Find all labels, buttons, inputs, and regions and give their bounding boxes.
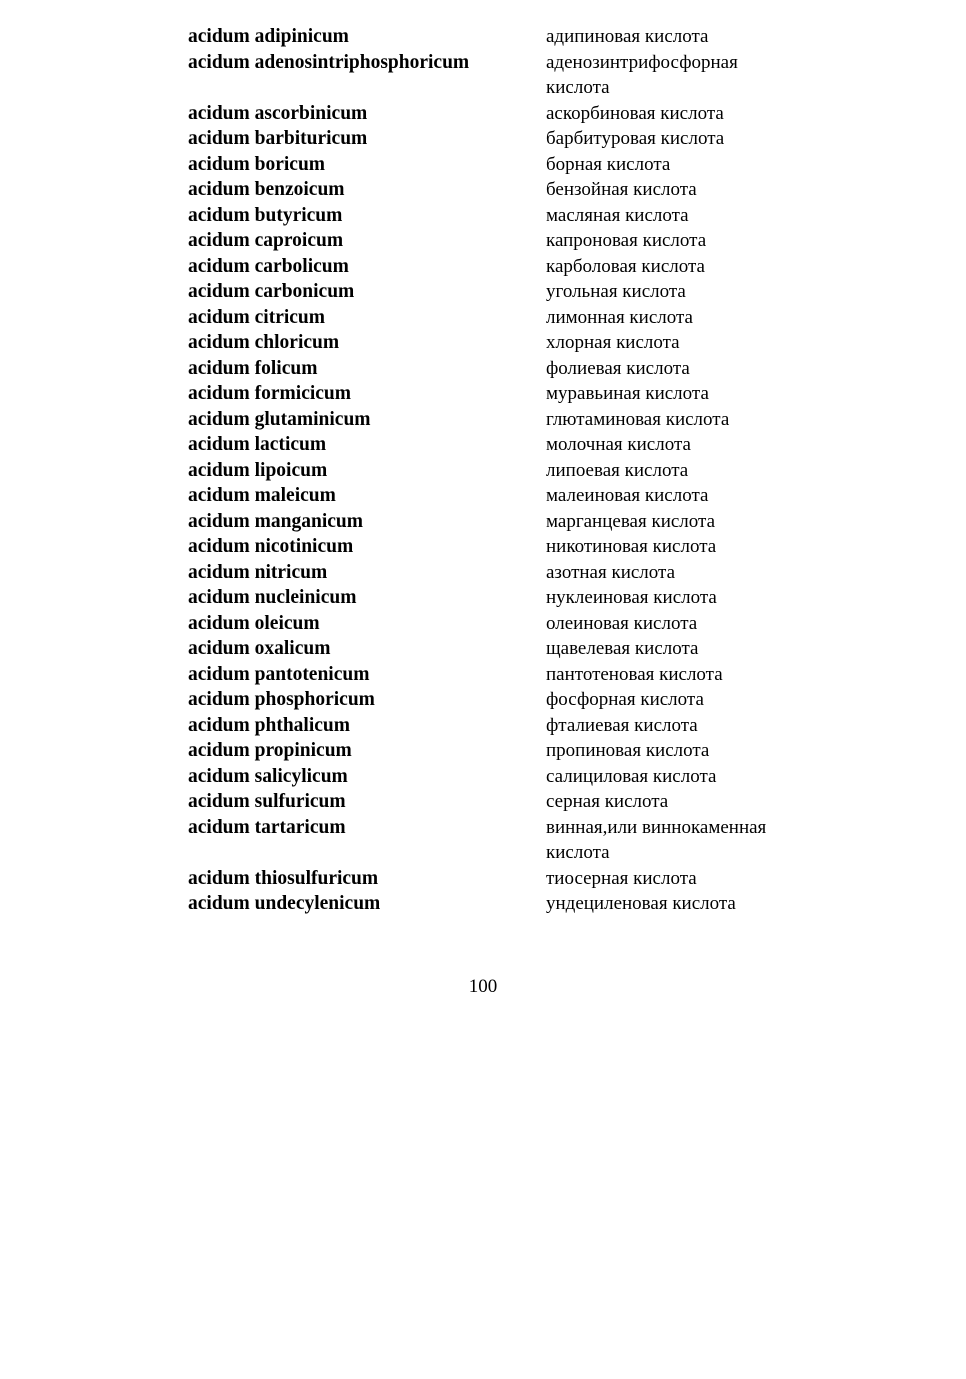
latin-term: acidum glutaminicum — [188, 408, 371, 430]
latin-term: acidum oleicum — [188, 612, 320, 634]
glossary-entry — [188, 407, 808, 433]
russian-translation: лимонная кислота — [546, 306, 693, 328]
latin-term: acidum sulfuricum — [188, 791, 346, 812]
glossary-entry — [188, 152, 808, 178]
russian-translation: олеиновая кислота — [546, 612, 698, 634]
russian-translation: хлорная кислота — [546, 332, 680, 353]
russian-translation: муравьиная кислота — [546, 383, 709, 404]
glossary-entry — [188, 611, 808, 637]
russian-translation: пантотеновая кислота — [546, 663, 723, 685]
latin-term: acidum phosphoricum — [188, 689, 375, 710]
russian-translation: бензойная кислота — [546, 179, 697, 200]
glossary-entry — [188, 738, 808, 764]
glossary-entry — [188, 254, 808, 280]
latin-term: acidum citricum — [188, 306, 326, 328]
latin-term: acidum tartaricum — [188, 816, 346, 838]
latin-term: acidum adipinicum — [188, 26, 349, 47]
latin-term: acidum manganicum — [188, 510, 363, 532]
russian-translation: масляная кислота — [546, 204, 689, 226]
russian-translation: капроновая кислота — [546, 230, 707, 251]
glossary-entry — [188, 279, 808, 305]
latin-term: acidum oxalicum — [188, 638, 331, 659]
latin-term: acidum boricum — [188, 153, 326, 175]
glossary-entry — [188, 101, 808, 127]
glossary-list — [188, 24, 808, 917]
glossary-entry — [188, 687, 808, 713]
glossary-entry — [188, 560, 808, 586]
latin-term: acidum lacticum — [188, 434, 327, 455]
glossary-entry — [188, 50, 808, 101]
glossary-entry — [188, 126, 808, 152]
russian-translation: адипиновая кислота — [546, 26, 709, 47]
latin-term: acidum butyricum — [188, 204, 343, 226]
russian-translation: тиосерная кислота — [546, 867, 697, 889]
latin-term: acidum salicylicum — [188, 765, 348, 787]
latin-term: acidum phthalicum — [188, 714, 350, 736]
russian-translation: молочная кислота — [546, 434, 691, 455]
latin-term: acidum caproicum — [188, 230, 344, 251]
latin-term: acidum folicum — [188, 357, 318, 379]
glossary-entry — [188, 356, 808, 382]
glossary-entry — [188, 534, 808, 560]
glossary-entry — [188, 764, 808, 790]
russian-translation: малеиновая кислота — [546, 485, 709, 506]
glossary-entry — [188, 815, 808, 866]
latin-term: acidum barbituricum — [188, 128, 368, 149]
glossary-entry — [188, 509, 808, 535]
russian-translation: никотиновая кислота — [546, 536, 717, 557]
latin-term: acidum nicotinicum — [188, 536, 354, 557]
latin-term: acidum thiosulfuricum — [188, 867, 379, 889]
glossary-entry — [188, 24, 808, 50]
latin-term: acidum chloricum — [188, 332, 340, 353]
glossary-entry — [188, 228, 808, 254]
latin-term: acidum ascorbinicum — [188, 102, 368, 124]
glossary-entry — [188, 636, 808, 662]
russian-translation: фосфорная кислота — [546, 689, 704, 710]
latin-term: acidum maleicum — [188, 485, 336, 506]
russian-translation: барбитуровая кислота — [546, 128, 725, 149]
latin-term: acidum formicicum — [188, 383, 352, 404]
latin-term: acidum benzoicum — [188, 179, 345, 200]
latin-term: acidum undecylenicum — [188, 893, 381, 914]
russian-translation: серная кислота — [546, 791, 669, 812]
glossary-entry — [188, 305, 808, 331]
latin-term: acidum pantotenicum — [188, 663, 370, 685]
russian-translation: аденозинтрифосфорная кислота — [546, 51, 738, 98]
russian-translation: фолиевая кислота — [546, 357, 690, 379]
glossary-entry — [188, 891, 808, 917]
russian-translation: нуклеиновая кислота — [546, 587, 717, 608]
glossary-entry — [188, 585, 808, 611]
latin-term: acidum nucleinicum — [188, 587, 357, 608]
russian-translation: винная,или виннокаменная кислота — [546, 816, 767, 863]
latin-term: acidum lipoicum — [188, 459, 328, 481]
glossary-entry — [188, 458, 808, 484]
glossary-entry — [188, 177, 808, 203]
latin-term: acidum carbolicum — [188, 255, 349, 277]
latin-term: acidum carbonicum — [188, 281, 355, 302]
russian-translation: щавелевая кислота — [546, 638, 699, 659]
russian-translation: салициловая кислота — [546, 765, 717, 787]
russian-translation: глютаминовая кислота — [546, 408, 730, 430]
glossary-entry — [188, 330, 808, 356]
glossary-entry — [188, 483, 808, 509]
page-number: 100 — [468, 976, 498, 997]
russian-translation: марганцевая кислота — [546, 510, 715, 532]
russian-translation: аскорбиновая кислота — [546, 102, 724, 124]
russian-translation: пропиновая кислота — [546, 740, 710, 761]
russian-translation: борная кислота — [546, 153, 671, 175]
glossary-entry — [188, 381, 808, 407]
latin-term: acidum adenosintriphosphoricum — [188, 51, 470, 73]
russian-translation: липоевая кислота — [546, 459, 689, 481]
glossary-entry — [188, 662, 808, 688]
glossary-entry — [188, 432, 808, 458]
russian-translation: ундециленовая кислота — [546, 893, 736, 914]
glossary-entry — [188, 203, 808, 229]
russian-translation: угольная кислота — [546, 281, 686, 302]
russian-translation: фталиевая кислота — [546, 714, 698, 736]
glossary-entry — [188, 789, 808, 815]
russian-translation: карболовая кислота — [546, 255, 705, 277]
latin-term: acidum nitricum — [188, 561, 328, 583]
glossary-entry — [188, 866, 808, 892]
latin-term: acidum propinicum — [188, 740, 352, 761]
glossary-entry — [188, 713, 808, 739]
russian-translation: азотная кислота — [546, 561, 676, 583]
